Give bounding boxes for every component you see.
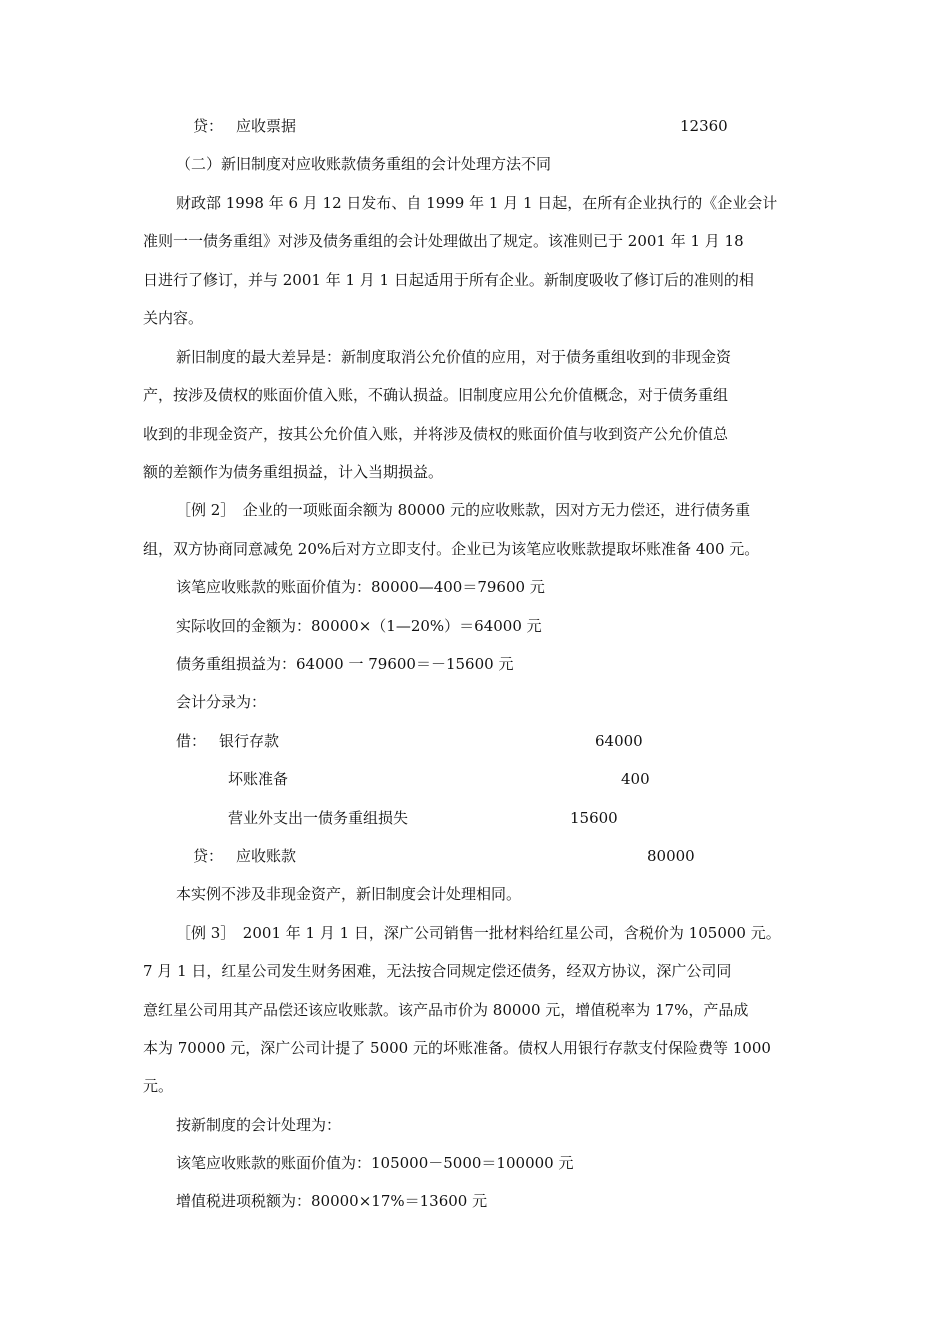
account-name: 应收账款: [236, 847, 297, 865]
example-line: ［例 3］ 2001 年 1 月 1 日，深广公司销售一批材料给红星公司，含税价为 105000 元。: [176, 924, 781, 942]
example-line: 7 月 1 日，红星公司发生财务困难，无法按合同规定偿还债务，经双方协议，深广公司同: [143, 962, 732, 980]
calc-line: 会计分录为：: [176, 693, 267, 711]
paragraph-line: 额的差额作为债务重组损益，计入当期损益。: [143, 463, 444, 481]
example-line: 元。: [143, 1077, 174, 1095]
note-line: 本实例不涉及非现金资产，新旧制度会计处理相同。: [176, 885, 522, 903]
section-heading: （二）新旧制度对应收账款债务重组的会计处理方法不同: [176, 155, 552, 173]
example-line: ［例 2］ 企业的一项账面余额为 80000 元的应收账款，因对方无力偿还，进行债务重: [176, 501, 751, 519]
amount: 12360: [680, 117, 728, 135]
amount: 15600: [570, 809, 618, 827]
calc-line: 该笔应收账款的账面价值为：105000－5000＝100000 元: [176, 1154, 574, 1172]
credit-label: 贷：: [193, 117, 224, 135]
amount: 80000: [647, 847, 695, 865]
calc-line: 债务重组损益为：64000 一 79600＝－15600 元: [176, 655, 514, 673]
amount: 400: [621, 770, 650, 788]
account-name: 营业外支出一债务重组损失: [228, 809, 409, 827]
paragraph-line: 产，按涉及债权的账面价值入账，不确认损益。旧制度应用公允价值概念，对于债务重组: [143, 386, 729, 404]
amount: 64000: [595, 732, 643, 750]
paragraph-line: 准则一一债务重组》对涉及债务重组的会计处理做出了规定。该准则已于 2001 年 1 月 18: [143, 232, 744, 250]
account-name: 银行存款: [219, 732, 280, 750]
paragraph-line: 财政部 1998 年 6 月 12 日发布、自 1999 年 1 月 1 日起，在所有企业执行的《企业会计: [176, 194, 778, 212]
calc-line: 增值税进项税额为：80000×17%＝13600 元: [176, 1192, 488, 1210]
account-name: 应收票据: [236, 117, 297, 135]
calc-line: 该笔应收账款的账面价值为：80000—400＝79600 元: [176, 578, 545, 596]
calc-line: 实际收回的金额为：80000×（1—20%）＝64000 元: [176, 617, 542, 635]
paragraph-line: 日进行了修订，并与 2001 年 1 月 1 日起适用于所有企业。新制度吸收了修订后的准则的相: [143, 271, 754, 289]
account-name: 坏账准备: [228, 770, 289, 788]
debit-label: 借：: [176, 732, 207, 750]
example-line: 本为 70000 元，深广公司计提了 5000 元的坏账准备。债权人用银行存款支付保险费等 1000: [143, 1039, 771, 1057]
example-line: 组，双方协商同意减免 20%后对方立即支付。企业已为该笔应收账款提取坏账准备 400 元。: [143, 540, 760, 558]
credit-label: 贷：: [193, 847, 224, 865]
paragraph-line: 关内容。: [143, 309, 204, 327]
example-line: 意红星公司用其产品偿还该应收账款。该产品市价为 80000 元，增值税率为 17%，产品成: [143, 1001, 749, 1019]
paragraph-line: 新旧制度的最大差异是：新制度取消公允价值的应用，对于债务重组收到的非现金资: [176, 348, 732, 366]
paragraph-line: 收到的非现金资产，按其公允价值入账，并将涉及债权的账面价值与收到资产公允价值总: [143, 425, 729, 443]
calc-line: 按新制度的会计处理为：: [176, 1116, 342, 1134]
